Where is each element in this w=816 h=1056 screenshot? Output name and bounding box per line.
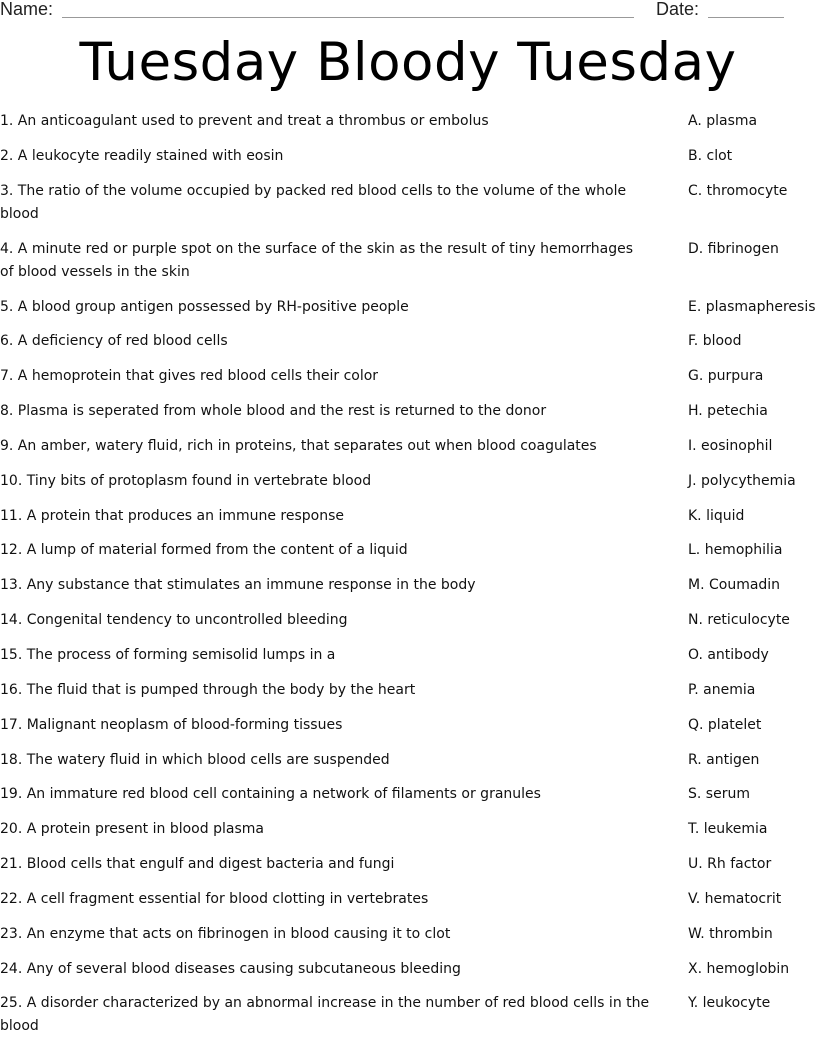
answer-item: B. clot — [688, 148, 733, 164]
answer-item: U. Rh factor — [688, 856, 772, 872]
question-item: 11. A protein that produces an immune response — [0, 508, 345, 524]
question-item: 6. A deficiency of red blood cells — [0, 333, 228, 349]
answer-item: P. anemia — [688, 682, 756, 698]
answer-item: N. reticulocyte — [688, 612, 790, 628]
question-item: 4. A minute red or purple spot on the surface of the skin as the result of tiny hemorrhages of blood vessels in the skin — [0, 241, 634, 280]
question-item: 17. Malignant neoplasm of blood-forming tissues — [0, 717, 343, 733]
answer-item: K. liquid — [688, 508, 745, 524]
question-item: 14. Congenital tendency to uncontrolled bleeding — [0, 612, 348, 628]
name-label: Name: — [0, 0, 54, 19]
question-item: 22. A cell fragment essential for blood clotting in vertebrates — [0, 891, 429, 907]
answer-item: X. hemoglobin — [688, 961, 790, 977]
answer-item: T. leukemia — [688, 821, 768, 837]
question-item: 5. A blood group antigen possessed by RH-positive people — [0, 299, 409, 315]
answer-item: O. antibody — [688, 647, 769, 663]
question-item: 25. A disorder characterized by an abnormal increase in the number of red blood cells in the blood — [0, 995, 650, 1034]
answer-item: G. purpura — [688, 368, 764, 384]
answer-item: H. petechia — [688, 403, 768, 419]
question-item: 2. A leukocyte readily stained with eosin — [0, 148, 284, 164]
answer-item: I. eosinophil — [688, 438, 773, 454]
date-field-line[interactable] — [708, 17, 784, 18]
question-item: 7. A hemoprotein that gives red blood cells their color — [0, 368, 379, 384]
question-item: 24. Any of several blood diseases causing subcutaneous bleeding — [0, 961, 461, 977]
date-label: Date: — [656, 0, 700, 19]
question-item: 21. Blood cells that engulf and digest bacteria and fungi — [0, 856, 395, 872]
question-item: 1. An anticoagulant used to prevent and treat a thrombus or embolus — [0, 113, 489, 129]
question-item: 10. Tiny bits of protoplasm found in vertebrate blood — [0, 473, 372, 489]
answer-item: V. hematocrit — [688, 891, 782, 907]
page-title: Tuesday Bloody Tuesday — [79, 32, 737, 93]
question-item: 12. A lump of material formed from the content of a liquid — [0, 542, 408, 558]
question-item: 15. The process of forming semisolid lumps in a — [0, 647, 336, 663]
question-item: 13. Any substance that stimulates an immune response in the body — [0, 577, 476, 593]
question-item: 19. An immature red blood cell containing a network of filaments or granules — [0, 786, 541, 802]
answer-item: Q. platelet — [688, 717, 762, 733]
question-item: 16. The fluid that is pumped through the body by the heart — [0, 682, 416, 698]
answer-item: D. fibrinogen — [688, 241, 779, 257]
answer-item: J. polycythemia — [688, 473, 796, 489]
answer-item: S. serum — [688, 786, 750, 802]
worksheet-header — [0, 0, 816, 24]
answer-item: Y. leukocyte — [688, 995, 771, 1011]
question-item: 20. A protein present in blood plasma — [0, 821, 264, 837]
question-item: 8. Plasma is seperated from whole blood and the rest is returned to the donor — [0, 403, 547, 419]
question-item: 23. An enzyme that acts on fibrinogen in blood causing it to clot — [0, 926, 451, 942]
answer-item: L. hemophilia — [688, 542, 783, 558]
question-item: 18. The watery fluid in which blood cells are suspended — [0, 752, 390, 768]
answer-item: M. Coumadin — [688, 577, 781, 593]
answer-item: E. plasmapheresis — [688, 299, 816, 315]
answer-item: F. blood — [688, 333, 742, 349]
question-item: 3. The ratio of the volume occupied by packed red blood cells to the volume of the whole blood — [0, 183, 627, 222]
answer-item: R. antigen — [688, 752, 760, 768]
question-item: 9. An amber, watery fluid, rich in proteins, that separates out when blood coagulates — [0, 438, 597, 454]
answer-item: W. thrombin — [688, 926, 773, 942]
answer-item: C. thromocyte — [688, 183, 788, 199]
answer-item: A. plasma — [688, 113, 758, 129]
name-field-line[interactable] — [62, 17, 634, 18]
